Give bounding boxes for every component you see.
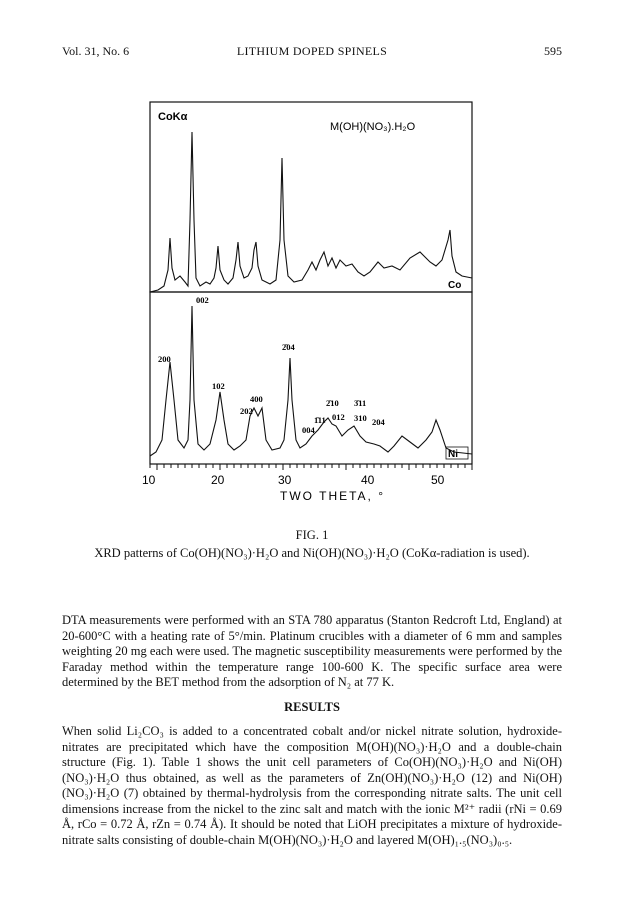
bottom-sample-label: Ni <box>448 449 458 460</box>
figure-caption: XRD patterns of Co(OH)(NO₃)·H₂O and Ni(OH)(NO₃)·H₂O (CoKα-radiation is used). <box>94 546 530 560</box>
page-number: 595 <box>544 44 562 58</box>
xrd-figure <box>130 100 480 510</box>
x-tick-label-50: 50 <box>431 473 445 487</box>
section-heading-results: RESULTS <box>284 700 340 714</box>
x-axis-ticks <box>150 464 472 470</box>
x-tick-label-20: 20 <box>211 473 225 487</box>
figure-label: FIG. 1 <box>295 528 329 542</box>
peak-label-210-bar: 2̄10 <box>326 398 339 408</box>
peak-label-202: 202 <box>240 406 253 416</box>
x-axis-title: TWO THETA, ° <box>280 489 386 503</box>
top-radiation-label: CoKα <box>158 111 188 123</box>
peak-label-310: 310 <box>354 413 367 423</box>
x-tick-label-40: 40 <box>361 473 375 487</box>
top-sample-label: Co <box>448 280 462 291</box>
peak-label-204: 204 <box>372 417 385 427</box>
running-header-volume: Vol. 31, No. 6 <box>62 44 130 58</box>
running-header-title: LITHIUM DOPED SPINELS <box>236 44 388 58</box>
x-tick-label-10: 10 <box>142 473 156 487</box>
peak-label-111-bar: 1̄11 <box>314 415 326 425</box>
x-tick-label-30: 30 <box>278 473 292 487</box>
co-pattern-trace <box>150 132 472 292</box>
peak-label-012: 012 <box>332 412 345 422</box>
peak-label-204-bar: 2̄04 <box>282 342 295 352</box>
peak-label-102: 102 <box>212 381 225 391</box>
peak-label-311-bar: 3̄11 <box>354 398 367 408</box>
peak-label-004: 004 <box>302 425 315 435</box>
paragraph-results: When solid Li₂CO₃ is added to a concentrated cobalt and/or nickel nitrate solution, hydroxide-nitrates are precipitated which have the composition M(OH)(NO₃)·H₂O and a double-chain structure (Fig. 1). Table 1 shows the unit cell parameters of Co(OH)(NO₃)·H₂O and Ni(OH)(NO₃)·H₂O thus obtained, as well as the parameters of Zn(OH)(NO₃)·H₂O (12) and Ni(OH)(NO₃)·H₂O (7) obtained by thermal-hydrolysis from the corresponding nitrate salts. The unit cell dimensions increase from the nickel to the zinc salt and match with the ionic M²⁺ radii (rNi = 0.69 Å, rCo = 0.72 Å, rZn = 0.74 Å). It should be noted that LiOH precipitates a mixture of hydroxide-nitrate salts consisting of double-chain M(OH)(NO₃)·H₂O and layered M(OH)₁.₅(NO₃)₀.₅. <box>62 724 562 847</box>
peak-label-200: 200 <box>158 354 171 364</box>
top-formula-label: M(OH)(NO₃).H₂O <box>330 121 416 133</box>
paragraph-dta-methods: DTA measurements were performed with an STA 780 apparatus (Stanton Redcroft Ltd, England) at 20-600°C with a heating rate of 5°/min. Platinum crucibles with a diameter of 6 mm and samples weighting 20 mg each were used. The magnetic susceptibility measurements were performed by the Faraday method within the temperature range 100-600 K. The specific surface area were determined by the BET method from the adsorption of N₂ at 77 K. <box>62 613 562 689</box>
peak-label-400: 400 <box>250 394 263 404</box>
peak-label-002: 002 <box>196 295 209 305</box>
